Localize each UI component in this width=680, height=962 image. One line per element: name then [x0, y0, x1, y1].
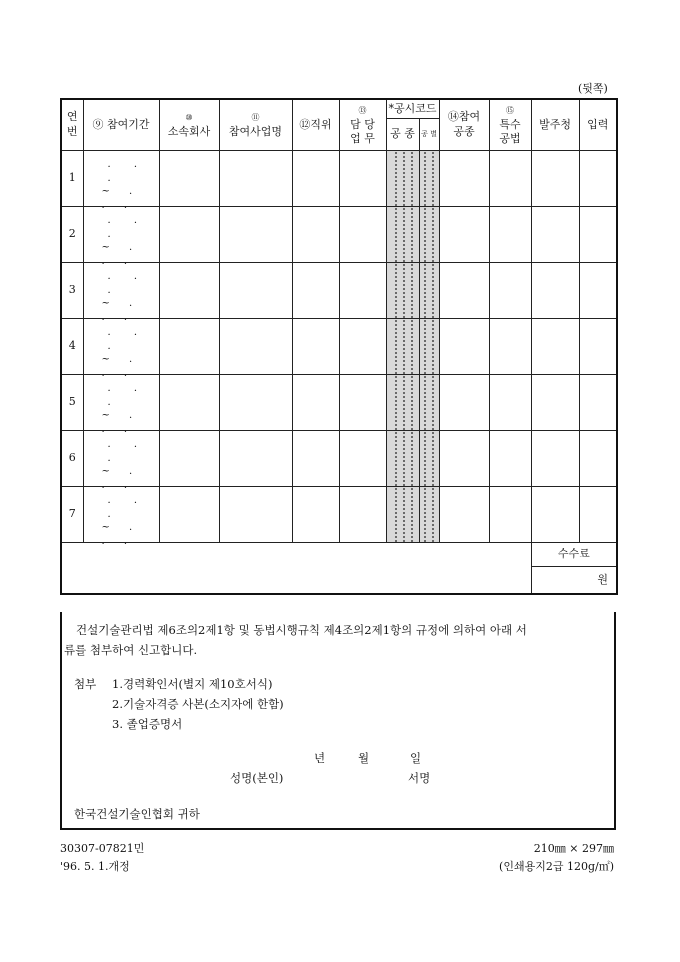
month-label: 월	[358, 751, 370, 765]
code-sub-field	[419, 263, 439, 319]
input-field[interactable]	[579, 263, 617, 319]
code-type-field	[386, 207, 419, 263]
statement-line-1: 건설기술관리법 제6조의2제1항 및 동법시행규칙 제4조의2제1항의 규정에 의하여 아래 서	[76, 623, 527, 637]
duty-field[interactable]	[339, 207, 386, 263]
row-serial: 6	[61, 431, 83, 487]
fee-unit: 원	[597, 572, 609, 586]
header-client: 발주청	[531, 99, 579, 151]
row-serial: 4	[61, 319, 83, 375]
input-field[interactable]	[579, 431, 617, 487]
revision-date: '96. 5. 1.개정	[60, 860, 130, 873]
work-type-field[interactable]	[439, 319, 489, 375]
client-field[interactable]	[531, 151, 579, 207]
company-field[interactable]	[159, 431, 219, 487]
day-label: 일	[410, 751, 422, 765]
paper-spec: (인쇄용지2급 120g/㎡)	[499, 860, 614, 873]
period-field[interactable]: · · · ~ . . .	[83, 431, 159, 487]
header-company: ⑩ 소속회사	[159, 99, 219, 151]
header-code-group: *공시코드	[386, 99, 439, 119]
work-type-field[interactable]	[439, 487, 489, 543]
period-field[interactable]: · · · ~ . . .	[83, 207, 159, 263]
company-field[interactable]	[159, 319, 219, 375]
row-serial: 1	[61, 151, 83, 207]
code-type-field	[386, 487, 419, 543]
work-type-field[interactable]	[439, 431, 489, 487]
period-field[interactable]: · · · ~ . . .	[83, 375, 159, 431]
duty-field[interactable]	[339, 319, 386, 375]
back-side-label: (뒷쪽)	[578, 82, 608, 95]
code-sub-field	[419, 431, 439, 487]
special-field[interactable]	[489, 487, 531, 543]
special-field[interactable]	[489, 431, 531, 487]
fee-label: 수수료	[531, 543, 617, 567]
company-field[interactable]	[159, 151, 219, 207]
code-type-field	[386, 431, 419, 487]
project-field[interactable]	[219, 319, 292, 375]
career-table	[60, 98, 618, 595]
header-code-type: 공 종	[386, 119, 419, 151]
code-type-field	[386, 319, 419, 375]
row-serial: 3	[61, 263, 83, 319]
code-type-field	[386, 151, 419, 207]
header-input: 입력	[579, 99, 617, 151]
special-field[interactable]	[489, 263, 531, 319]
client-field[interactable]	[531, 319, 579, 375]
project-field[interactable]	[219, 263, 292, 319]
code-sub-field	[419, 319, 439, 375]
company-field[interactable]	[159, 263, 219, 319]
client-field[interactable]	[531, 375, 579, 431]
period-field[interactable]: · · · ~ . . .	[83, 263, 159, 319]
name-label: 성명(본인)	[230, 771, 284, 785]
position-field[interactable]	[292, 151, 339, 207]
attach-item: 3. 졸업증명서	[112, 717, 183, 731]
input-field[interactable]	[579, 487, 617, 543]
client-field[interactable]	[531, 487, 579, 543]
company-field[interactable]	[159, 375, 219, 431]
position-field[interactable]	[292, 487, 339, 543]
project-field[interactable]	[219, 431, 292, 487]
special-field[interactable]	[489, 375, 531, 431]
header-serial: 연 번	[61, 99, 83, 151]
form-number: 30307-07821민	[60, 842, 145, 855]
client-field[interactable]	[531, 263, 579, 319]
position-field[interactable]	[292, 431, 339, 487]
client-field[interactable]	[531, 431, 579, 487]
code-type-field	[386, 263, 419, 319]
special-field[interactable]	[489, 151, 531, 207]
duty-field[interactable]	[339, 431, 386, 487]
duty-field[interactable]	[339, 151, 386, 207]
header-position: ⑫직위	[292, 99, 339, 151]
declaration-block	[60, 612, 616, 830]
input-field[interactable]	[579, 151, 617, 207]
attach-item: 2.기술자격증 사본(소지자에 한함)	[112, 697, 284, 711]
statement-line-2: 류를 첨부하여 신고합니다.	[64, 643, 198, 657]
header-code-sub: 공 별	[419, 119, 439, 151]
input-field[interactable]	[579, 375, 617, 431]
fee-spacer	[61, 543, 531, 595]
attach-item: 1.경력확인서(별지 제10호서식)	[112, 677, 273, 691]
work-type-field[interactable]	[439, 151, 489, 207]
code-type-field	[386, 375, 419, 431]
row-serial: 2	[61, 207, 83, 263]
fee-amount-field[interactable]	[531, 567, 617, 595]
duty-field[interactable]	[339, 263, 386, 319]
position-field[interactable]	[292, 319, 339, 375]
position-field[interactable]	[292, 375, 339, 431]
special-field[interactable]	[489, 207, 531, 263]
header-duty: ⑬ 담 당 업 무	[339, 99, 386, 151]
row-serial: 7	[61, 487, 83, 543]
code-sub-field	[419, 151, 439, 207]
header-project: ⑪ 참여사업명	[219, 99, 292, 151]
period-field[interactable]: · · · ~ . . .	[83, 319, 159, 375]
period-field[interactable]: · · · ~ . . .	[83, 151, 159, 207]
project-field[interactable]	[219, 487, 292, 543]
header-special: ⑮ 특수 공법	[489, 99, 531, 151]
input-field[interactable]	[579, 207, 617, 263]
project-field[interactable]	[219, 375, 292, 431]
recipient: 한국건설기술인협회 귀하	[74, 807, 200, 821]
paper-size: 210㎜ × 297㎜	[533, 842, 614, 855]
year-label: 년	[314, 751, 326, 765]
header-work-type: ⑭참여 공종	[439, 99, 489, 151]
period-field[interactable]: · · · ~ . . .	[83, 487, 159, 543]
row-serial: 5	[61, 375, 83, 431]
attach-label: 첨부	[74, 677, 97, 691]
code-sub-field	[419, 207, 439, 263]
signature-label: 서명	[408, 771, 431, 785]
special-field[interactable]	[489, 319, 531, 375]
duty-field[interactable]	[339, 375, 386, 431]
position-field[interactable]	[292, 207, 339, 263]
position-field[interactable]	[292, 263, 339, 319]
code-sub-field	[419, 375, 439, 431]
duty-field[interactable]	[339, 487, 386, 543]
work-type-field[interactable]	[439, 263, 489, 319]
client-field[interactable]	[531, 207, 579, 263]
project-field[interactable]	[219, 207, 292, 263]
project-field[interactable]	[219, 151, 292, 207]
work-type-field[interactable]	[439, 375, 489, 431]
work-type-field[interactable]	[439, 207, 489, 263]
code-sub-field	[419, 487, 439, 543]
header-period: ⑨ 참여기간	[83, 99, 159, 151]
company-field[interactable]	[159, 487, 219, 543]
company-field[interactable]	[159, 207, 219, 263]
input-field[interactable]	[579, 319, 617, 375]
